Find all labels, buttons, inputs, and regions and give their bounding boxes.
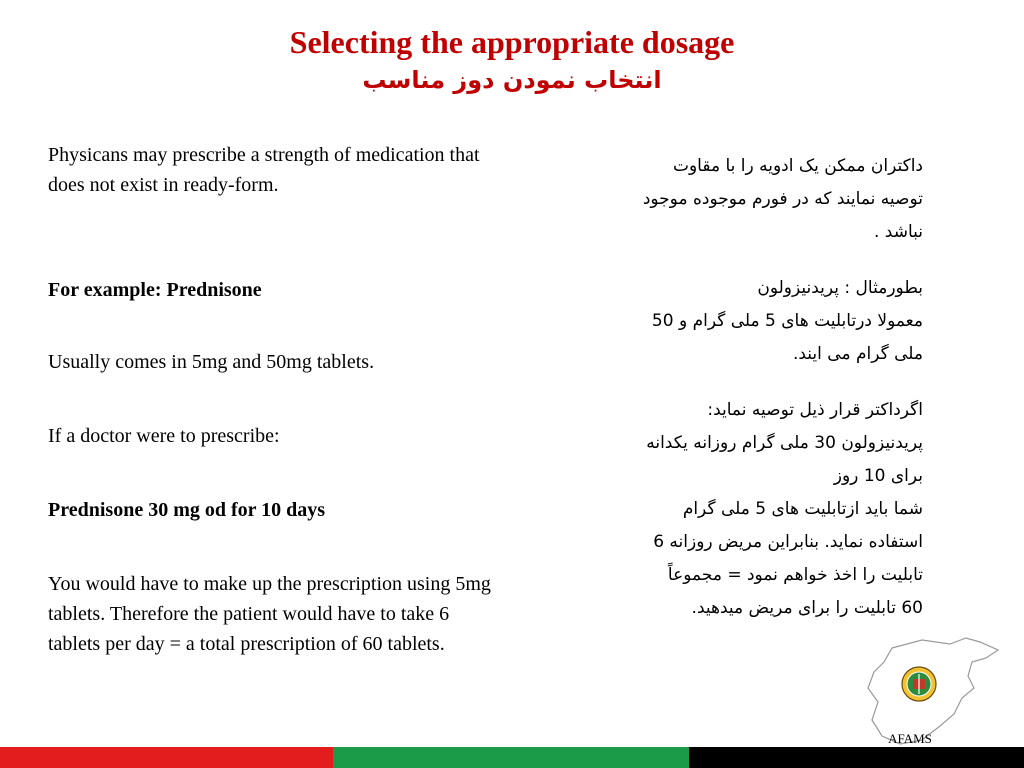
dari-line: بطورمثال : پریدنیزولون	[757, 278, 923, 298]
dari-line: استفاده نماید. بنابراین مریض روزانه 6	[653, 532, 923, 552]
dari-line: توصیه نمایند که در فورم موجوده موجود	[642, 189, 923, 209]
if-doctor-text: If a doctor were to prescribe:	[48, 425, 280, 447]
dari-line: اگرداکتر قرار ذیل توصیه نماید:	[707, 400, 923, 420]
org-label: AFAMS	[888, 731, 932, 746]
footer-stripe-black	[689, 747, 1024, 768]
dari-line: تابلیت را اخذ خواهم نمود = مجموعاً	[667, 565, 923, 585]
slide-title-dari: انتخاب نمودن دوز مناسب	[362, 66, 662, 94]
prescription-text: Prednisone 30 mg od for 10 days	[48, 499, 326, 521]
dari-line: نباشد .	[873, 222, 923, 242]
footer-stripe-red	[0, 747, 333, 768]
afghanistan-map-logo-icon	[862, 636, 1002, 746]
dari-line: شما باید ازتابلیت های 5 ملی گرام	[682, 499, 923, 519]
dari-paragraph-3	[535, 394, 923, 625]
dari-line: داکتران ممکن یک ادویه را با مقاوت	[672, 156, 923, 176]
usual-text: Usually comes in 5mg and 50mg tablets.	[48, 351, 375, 373]
example-text: For example: Prednisone	[48, 279, 262, 301]
intro-text: Physicans may prescribe a strength of medication that does not exist in ready-form.	[48, 144, 480, 196]
dari-paragraph-1	[535, 150, 923, 249]
slide-title: Selecting the appropriate dosage	[289, 24, 735, 60]
dari-paragraph-2	[535, 272, 923, 371]
footer-stripe-green	[333, 747, 689, 768]
dari-line: معمولا درتابلیت های 5 ملی گرام و 50	[651, 311, 923, 331]
dari-line: پریدنیزولون 30 ملی گرام روزانه یکدانه	[646, 433, 923, 453]
title-block	[0, 22, 1024, 98]
dari-line: 60 تابلیت را برای مریض میدهید.	[691, 598, 923, 618]
dari-content	[535, 150, 923, 648]
dari-line: برای 10 روز	[833, 466, 923, 486]
conclusion-text: You would have to make up the prescription using 5mg tablets. Therefore the patient would have to take 6 tablets per day = a total prescription of 60 tablets.	[48, 573, 491, 655]
dari-line: ملی گرام می ایند.	[792, 344, 923, 364]
